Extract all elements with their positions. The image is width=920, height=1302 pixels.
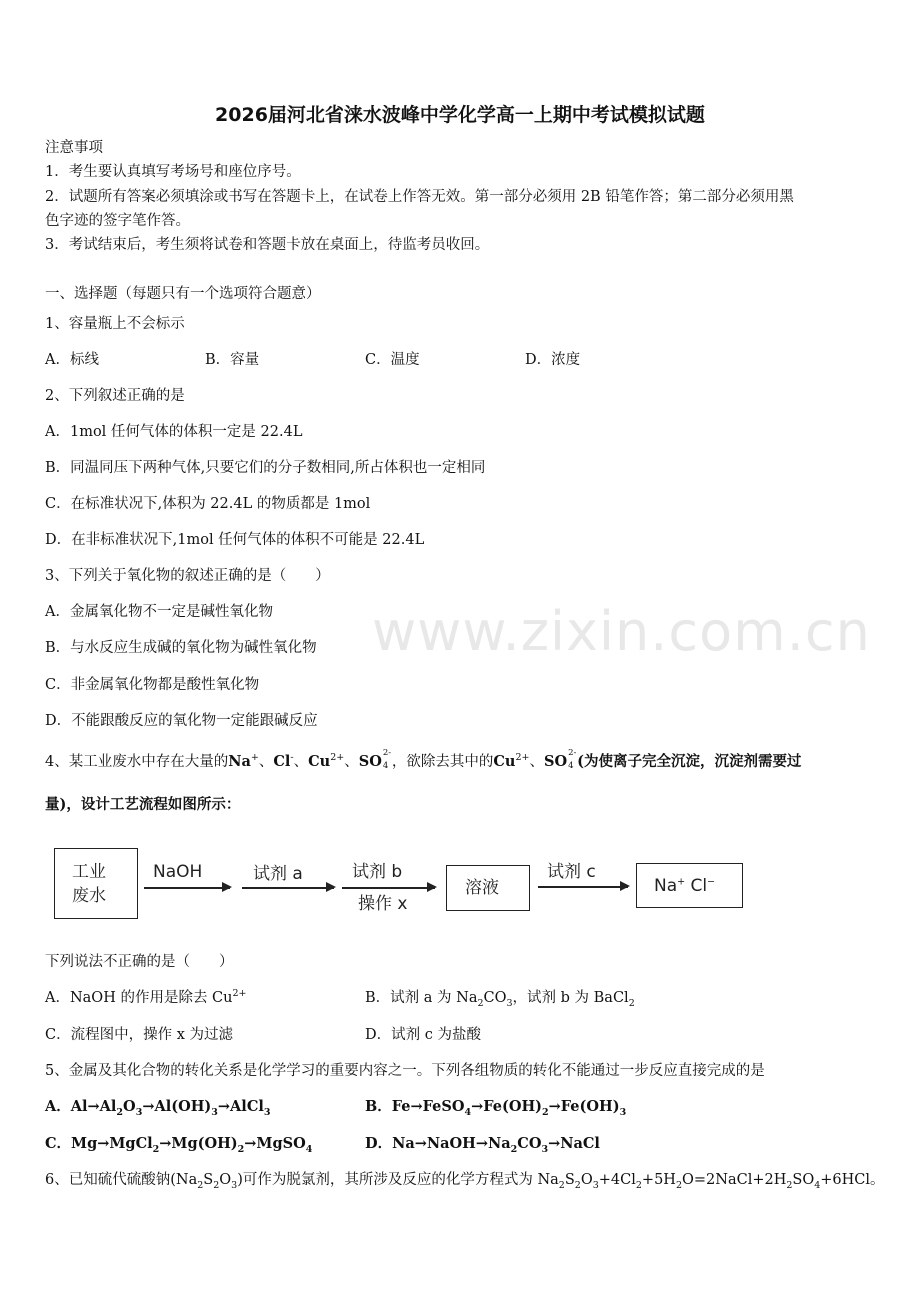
so4-sup: 2-: [568, 748, 577, 758]
formula-part: C．Mg→MgCl: [45, 1135, 153, 1152]
flow-box-wastewater-line2: 废水: [72, 886, 106, 906]
q1-option-d: D．浓度: [525, 352, 581, 368]
notice-item-1: 1．考生要认真填写考场号和座位序号。: [45, 164, 301, 180]
formula-part: 3: [619, 1106, 627, 1118]
q2-stem: 2、下列叙述正确的是: [45, 388, 185, 404]
formula-part: S: [564, 1172, 575, 1188]
formula-part: 2: [152, 1143, 160, 1155]
notice-item-3: 3．考试结束后，考生须将试卷和答题卡放在桌面上，待监考员收回。: [45, 237, 490, 253]
flow-label-naoh: NaOH: [153, 862, 203, 882]
formula-part: 2: [675, 1179, 682, 1191]
ion-cu-charge: 2+: [330, 752, 345, 764]
so4-sup: 2-: [382, 748, 392, 758]
comma: ，: [391, 754, 407, 770]
formula-part: S: [203, 1172, 214, 1188]
formula-part: +4Cl: [598, 1172, 636, 1188]
formula-part: SO: [792, 1172, 815, 1188]
notice-item-2: 2．试题所有答案必须填涂或书写在答题卡上，在试卷上作答无效。第一部分必须用 2B 铅笔作答；第二部分必须用黑: [45, 189, 794, 205]
q4-stem-line2: 量)，设计工艺流程如图所示：: [45, 796, 241, 813]
notice-item-2-cont: 色字迹的签字笔作答。: [45, 213, 190, 229]
ion-so4-charge-2: [567, 748, 577, 772]
q4-stem: [45, 748, 802, 772]
q5-option-b: [365, 1097, 626, 1117]
q6-stem: [45, 1170, 885, 1190]
formula-part: 2: [510, 1143, 518, 1155]
flow-label-operation-x: 操作 x: [358, 894, 408, 914]
formula-part: 2: [786, 1179, 793, 1191]
q3-option-d: D．不能跟酸反应的氧化物一定能跟碱反应: [45, 713, 318, 729]
q3-option-a: A．金属氧化物不一定是碱性氧化物: [45, 604, 273, 620]
formula-part: →Fe(OH): [548, 1098, 620, 1115]
so4-sub: 4: [568, 761, 574, 771]
q3-option-c: C．非金属氧化物都是酸性氧化物: [45, 677, 260, 693]
product-na: Na: [654, 876, 678, 896]
sep: 、: [344, 754, 359, 770]
q4-option-a: [45, 988, 247, 1008]
q4-b-s3: 2: [628, 997, 635, 1009]
formula-part: 3: [211, 1106, 218, 1118]
formula-part: 4: [464, 1106, 472, 1118]
q3-stem: 3、下列关于氧化物的叙述正确的是（ ）: [45, 568, 330, 584]
ion-so4-2: SO: [543, 753, 568, 770]
ion-cu-charge-2: 2+: [515, 752, 530, 764]
formula-part: 2: [574, 1179, 581, 1191]
formula-part: 2: [213, 1179, 220, 1191]
flow-box-solution-label: 溶液: [465, 878, 499, 898]
q4-a-text: A．NaOH 的作用是除去 Cu: [45, 990, 233, 1006]
formula-part: 3: [263, 1106, 271, 1118]
q1-stem: 1、容量瓶上不会标示: [45, 316, 185, 332]
ion-cu: Cu: [308, 753, 331, 770]
sep: 、: [293, 754, 309, 770]
flow-arrow-4: [538, 886, 628, 888]
product-na-charge: +: [677, 876, 686, 888]
ion-so4-charge: [382, 748, 392, 772]
ion-na-charge: +: [250, 752, 259, 764]
q3-option-b: B．与水反应生成碱的氧化物为碱性氧化物: [45, 640, 317, 656]
q4-stem-tail: (为使离子完全沉淀，沉淀剂需要过: [577, 753, 802, 770]
formula-part: 3: [592, 1179, 599, 1191]
formula-part: +6HCl。: [820, 1172, 885, 1188]
page-title: 2026届河北省涞水波峰中学化学高一上期中考试模拟试题: [215, 104, 705, 126]
formula-part: 6、已知硫代硫酸钠(Na: [45, 1172, 198, 1188]
flow-box-wastewater: [54, 848, 138, 919]
ion-cu-2: Cu: [493, 753, 516, 770]
formula-part: A．Al→Al: [45, 1098, 117, 1115]
ion-cl-charge: -: [290, 752, 294, 764]
q2-option-b: B．同温同压下两种气体,只要它们的分子数相同,所占体积也一定相同: [45, 460, 486, 476]
formula-part: 4: [814, 1179, 821, 1191]
ion-na: Na: [228, 753, 251, 770]
q4-stem-prefix: 4、某工业废水中存在大量的: [45, 754, 229, 770]
q4-b-t2: CO: [483, 990, 507, 1006]
formula-part: 2: [635, 1179, 642, 1191]
formula-part: →Mg(OH): [159, 1135, 238, 1152]
ion-cl: Cl: [273, 753, 291, 770]
formula-part: B．Fe→FeSO: [365, 1098, 465, 1115]
formula-part: O: [219, 1172, 232, 1188]
formula-part: →MgSO: [244, 1135, 306, 1152]
formula-part: 2: [197, 1179, 204, 1191]
q4-option-d: D．试剂 c 为盐酸: [365, 1027, 481, 1043]
formula-part: O: [123, 1098, 136, 1115]
section-heading: 一、选择题（每题只有一个选项符合题意）: [45, 286, 321, 302]
formula-part: )可作为脱氯剂，其所涉及反应的化学方程式为 Na: [237, 1172, 559, 1188]
q5-option-a: [45, 1097, 271, 1117]
flow-label-reagent-b: 试剂 b: [352, 862, 403, 882]
q4-option-c: C．流程图中，操作 x 为过滤: [45, 1027, 233, 1043]
formula-part: CO: [517, 1135, 542, 1152]
formula-part: →Fe(OH): [471, 1098, 543, 1115]
flow-arrow-1: [144, 887, 230, 889]
q4-b-t1: B．试剂 a 为 Na: [365, 990, 478, 1006]
formula-part: O: [580, 1172, 593, 1188]
q1-option-a: A．标线: [45, 352, 99, 368]
q4-ask: 下列说法不正确的是（ ）: [45, 954, 234, 970]
product-cl: Cl: [690, 876, 708, 896]
flow-box-wastewater-line1: 工业: [72, 862, 106, 882]
formula-part: 2: [558, 1179, 565, 1191]
flow-arrow-3: [342, 887, 435, 889]
q4-option-b: [365, 988, 635, 1008]
q1-option-b: B．容量: [205, 352, 260, 368]
q5-stem: 5、金属及其化合物的转化关系是化学学习的重要内容之一。下列各组物质的转化不能通过一步反应直接完成的是: [45, 1063, 765, 1079]
formula-part: 2: [542, 1106, 549, 1118]
formula-part: 2: [116, 1106, 124, 1118]
so4-sub: 4: [382, 761, 389, 771]
flow-label-reagent-a: 试剂 a: [253, 864, 303, 884]
formula-part: O=2NaCl+2H: [682, 1172, 787, 1188]
formula-part: →AlCl: [217, 1098, 264, 1115]
formula-part: 3: [541, 1143, 549, 1155]
sep: 、: [258, 754, 274, 770]
q2-option-d: D．在非标准状况下,1mol 任何气体的体积不可能是 22.4L: [45, 532, 425, 548]
formula-part: 3: [231, 1179, 238, 1191]
q5-option-d: [365, 1134, 600, 1154]
formula-part: 2: [237, 1143, 245, 1155]
formula-part: 3: [135, 1106, 143, 1118]
ion-so4: SO: [358, 753, 382, 770]
flow-arrow-2: [242, 887, 334, 889]
q5-option-c: [45, 1134, 312, 1154]
flow-box-product-label: [654, 876, 715, 896]
formula-part: +5H: [641, 1172, 676, 1188]
q1-option-c: C．温度: [365, 352, 420, 368]
watermark: www.zixin.com.cn: [372, 600, 871, 663]
q4-b-s1: 2: [477, 997, 484, 1009]
formula-part: →NaCl: [548, 1135, 600, 1152]
formula-part: →Al(OH): [142, 1098, 212, 1115]
q4-a-sup: 2+: [232, 988, 247, 1000]
product-cl-charge: −: [707, 876, 716, 888]
q4-b-t3: ，试剂 b 为 BaCl: [512, 990, 629, 1006]
q4-stem-mid: 欲除去其中的: [406, 754, 494, 770]
q2-option-a: A．1mol 任何气体的体积一定是 22.4L: [45, 424, 303, 440]
notice-heading: 注意事项: [45, 140, 103, 156]
q2-option-c: C．在标准状况下,体积为 22.4L 的物质都是 1mol: [45, 496, 371, 512]
q4-b-s2: 3: [506, 997, 513, 1009]
flow-label-reagent-c: 试剂 c: [547, 862, 596, 882]
formula-part: D．Na→NaOH→Na: [365, 1135, 511, 1152]
formula-part: 4: [305, 1143, 313, 1155]
sep: 、: [529, 754, 544, 770]
